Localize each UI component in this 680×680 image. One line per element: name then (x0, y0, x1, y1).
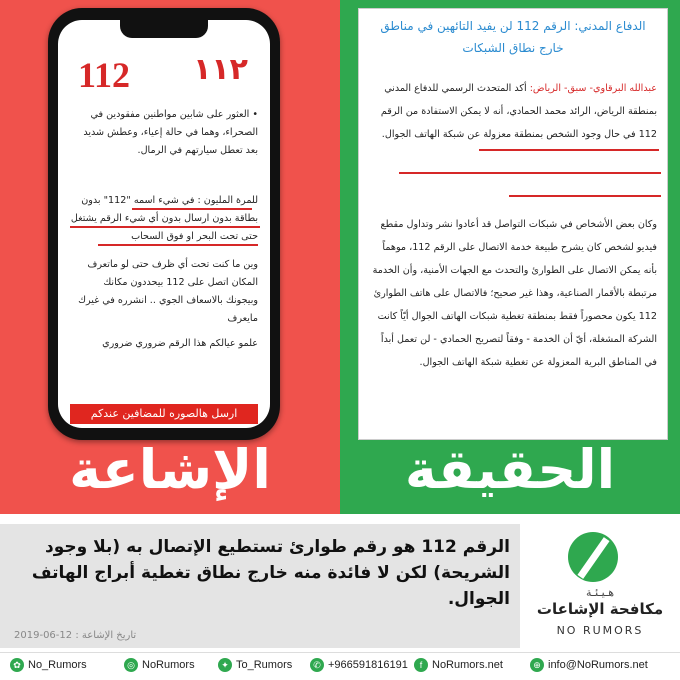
fact-paragraph-2: وكان بعض الأشخاص في شبكات التواصل قد أعادوا نشر وتداول مقطع فيديو لشخص كان يشرح طبيعة خدمة الاتصال على الرقم 112، موهماً بأنه يمكن الاتصال على الطوارئ والتحدث مع الجهات الأمنية، وأن الخدمة مرتبطة بالأقمار الصناعية، وهذا غير صحيح؛ فالاتصال على هاتف الطوارئ 112 يكون محصوراً فقط بمنطقة تغطية شبكات الهاتف الجوال أيّاً كانت الشركة المشغلة، أيّ أن الخدمة - وفقاً لتصريح الحمادي - لن تعمل أبداً في المناطق البرية المعزولة عن تغطية شبكة الهاتف الجوال. (372, 219, 657, 368)
social-handle: +966591816191 (328, 659, 408, 671)
phone-screen (58, 20, 270, 428)
snapchat-icon: ✿ (10, 658, 24, 672)
rumor-banner: ارسل هالصوره للمضافين عندكم (70, 404, 258, 424)
phone-mockup (48, 8, 280, 440)
fact-author: عبدالله البرقاوي- سبق- الرياض: (529, 83, 657, 94)
social-handle: No_Rumors (28, 659, 87, 671)
fact-underline-3 (509, 195, 661, 197)
social-twitter[interactable] (218, 656, 292, 674)
fact-paragraph-1 (369, 77, 657, 146)
social-handle: NoRumors.net (432, 659, 503, 671)
social-facebook[interactable] (414, 656, 503, 674)
rumor-underline-3 (98, 244, 258, 246)
phone-notch (120, 20, 208, 38)
fact-underline-2 (399, 172, 661, 174)
rumor-paragraph-4: علمو عيالكم هذا الرقم ضروري ضروري (102, 338, 258, 349)
fact-paragraph-1-text: أكد المتحدث الرسمي للدفاع المدني بمنطقة الرياض، الرائد محمد الحمادي، أنه لا يمكن الاستفادة من الرقم 112 في حال وجود الشخص بمنطقة معزولة عن شبكة الهاتف الجوال. (380, 83, 657, 140)
social-handle: info@NoRumors.net (548, 659, 648, 671)
conclusion-text: الرقم 112 هو رقم طوارئ تستطيع الإتصال به (بلا وجود الشريحة) لكن لا فائدة منه خارج نطاق تغطية أبراج الهاتف الجوال. (31, 537, 510, 609)
social-handle: NoRumors (142, 659, 195, 671)
social-snapchat[interactable] (10, 656, 87, 674)
logo-text-line-2: مكافحة الإشاعات (536, 600, 664, 618)
facebook-icon: f (414, 658, 428, 672)
rumor-number-ar: ١١٢ (193, 52, 248, 87)
social-instagram[interactable] (124, 656, 195, 674)
whatsapp-icon: ✆ (310, 658, 324, 672)
rumor-paragraph-2: للمرة المليون : في شيء اسمه "112" بدون بطاقة بدون ارسال بدون أي شيء الرقم يشتغل حتى تحت البحر او فوق السحاب (70, 195, 258, 242)
fact-title: الدفاع المدني: الرقم 112 لن يفيد التائهين في مناطق خارج نطاق الشبكات (380, 19, 646, 55)
rumor-underline-2 (70, 226, 260, 228)
rumor-paragraph-3: وين ما كنت تحت أي ظرف حتى لو ماتعرف المكان اتصل على 112 بيحددون مكانك وبيجونك بالاسعاف الجوي .. انشرره في غيرك مايعرف (78, 259, 258, 324)
web-icon: ⊕ (530, 658, 544, 672)
social-web[interactable] (530, 656, 648, 674)
logo-text-line-1: هـيـئـة (585, 586, 614, 599)
fact-card (358, 8, 668, 440)
social-whatsapp[interactable] (310, 656, 408, 674)
rumor-date: تاريخ الإشاعة : 12-06-2019 (14, 630, 137, 641)
rumor-underline-1 (132, 208, 252, 210)
rumor-label: الإشاعة (69, 438, 271, 501)
logo-text-line-3: NO RUMORS (556, 624, 644, 637)
social-handle: To_Rumors (236, 659, 293, 671)
twitter-icon: ✦ (218, 658, 232, 672)
instagram-icon: ◎ (124, 658, 138, 672)
rumor-paragraph-1: • العثور على شابين مواطنين مفقودين في الصحراء، وهما في حالة إعياء، وعطش شديد بعد تعطل سيارتهم في الرمال. (83, 109, 258, 156)
fact-underline-1 (479, 149, 659, 151)
rumor-number-en: 112 (78, 55, 131, 95)
fact-label: الحقيقة (404, 438, 616, 501)
